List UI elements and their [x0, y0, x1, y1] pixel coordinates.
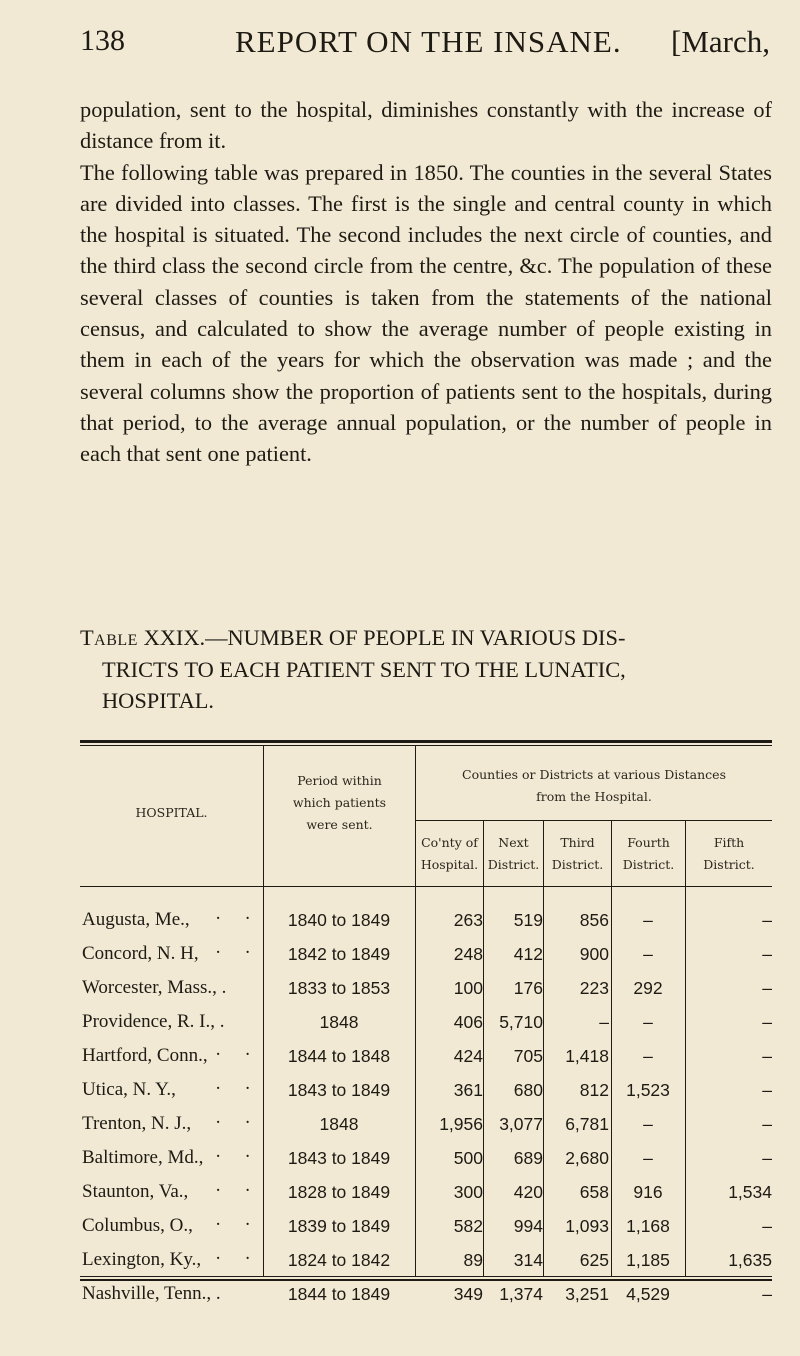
- district-value: 680: [513, 1080, 543, 1100]
- value-cell: [417, 1209, 483, 1243]
- table-row: [80, 1141, 772, 1175]
- table-top-rule-thin: [80, 745, 772, 746]
- value-cell: [686, 1107, 772, 1141]
- district-value: 263: [453, 910, 483, 930]
- district-value: 6,781: [565, 1114, 609, 1134]
- district-value: 89: [463, 1250, 483, 1270]
- value-cell: [612, 1209, 684, 1243]
- district-value: 1,523: [626, 1080, 670, 1100]
- value-cell: [484, 1073, 543, 1107]
- hospital-name: Utica, N. Y.,: [82, 1079, 176, 1100]
- value-cell: [612, 1073, 684, 1107]
- value-cell: [686, 903, 772, 937]
- table-title: [80, 622, 772, 717]
- district-value: 1,168: [626, 1216, 670, 1236]
- header-bottom-rule: [80, 886, 772, 887]
- value-cell: [417, 937, 483, 971]
- district-value: –: [643, 1046, 653, 1066]
- district-value: 1,374: [499, 1284, 543, 1304]
- district-value: –: [599, 1012, 609, 1032]
- district-value: 900: [579, 944, 609, 964]
- value-cell: [612, 1277, 684, 1311]
- table-row: [80, 1073, 772, 1107]
- value-cell: [612, 971, 684, 1005]
- table-row: [80, 1209, 772, 1243]
- running-header: [80, 22, 770, 66]
- header-month: [March,: [671, 24, 770, 59]
- value-cell: [686, 1141, 772, 1175]
- district-value: 658: [579, 1182, 609, 1202]
- hospital-name: Providence, R. I., .: [82, 1011, 225, 1032]
- table-title-line-3: HOSPITAL.: [102, 688, 215, 713]
- district-value: –: [762, 1114, 772, 1134]
- district-value: 300: [453, 1182, 483, 1202]
- table-bottom-rule-thin: [80, 1276, 772, 1277]
- table-row: [80, 1175, 772, 1209]
- data-table: [80, 740, 772, 1312]
- district-value: 856: [579, 910, 609, 930]
- district-value: 406: [453, 1012, 483, 1032]
- district-value: –: [762, 1284, 772, 1304]
- table-row: [80, 1243, 772, 1277]
- period-cell: 1844 to 1848: [287, 1046, 391, 1066]
- table-row: [80, 903, 772, 937]
- district-value: –: [643, 1114, 653, 1134]
- leader-dots: . .: [215, 1073, 260, 1094]
- district-value: 916: [633, 1182, 663, 1202]
- district-value: –: [762, 1046, 772, 1066]
- period-cell: 1842 to 1849: [287, 944, 391, 964]
- leader-dots: . .: [215, 1039, 260, 1060]
- value-cell: [484, 1141, 543, 1175]
- table-row: [80, 1005, 772, 1039]
- value-cell: [417, 1141, 483, 1175]
- leader-dots: . .: [215, 1141, 260, 1162]
- value-cell: [612, 937, 684, 971]
- district-value: –: [643, 944, 653, 964]
- table-row: [80, 1277, 772, 1311]
- table-label: Table: [80, 625, 138, 650]
- value-cell: [612, 1039, 684, 1073]
- value-cell: [686, 1277, 772, 1311]
- value-cell: [484, 1005, 543, 1039]
- value-cell: [544, 1141, 609, 1175]
- hospital-name: Lexington, Ky.,: [82, 1249, 202, 1270]
- table-row: [80, 1039, 772, 1073]
- table-row: [80, 1107, 772, 1141]
- district-value: –: [643, 910, 653, 930]
- value-cell: [612, 1243, 684, 1277]
- table-title-line-2: TRICTS TO EACH PATIENT SENT TO THE LUNATIC,: [102, 656, 626, 682]
- leader-dots: . .: [215, 1243, 260, 1264]
- district-value: 420: [513, 1182, 543, 1202]
- district-value: 689: [513, 1148, 543, 1168]
- district-value: 705: [513, 1046, 543, 1066]
- period-cell: 1833 to 1853: [287, 978, 391, 998]
- value-cell: [544, 1073, 609, 1107]
- value-cell: [686, 1243, 772, 1277]
- district-value: 3,077: [499, 1114, 543, 1134]
- value-cell: [484, 903, 543, 937]
- value-cell: [686, 937, 772, 971]
- district-value: –: [643, 1148, 653, 1168]
- value-cell: [612, 1141, 684, 1175]
- header-fifth-district: Fifth District.: [703, 835, 755, 872]
- district-value: 812: [579, 1080, 609, 1100]
- value-cell: [686, 971, 772, 1005]
- leader-dots: . .: [215, 903, 260, 924]
- hospital-name: Hartford, Conn.,: [82, 1045, 208, 1066]
- value-cell: [612, 1107, 684, 1141]
- body-text: [80, 94, 772, 470]
- period-cell: 1828 to 1849: [287, 1182, 391, 1202]
- value-cell: [484, 1039, 543, 1073]
- hospital-name: Columbus, O.,: [82, 1215, 193, 1236]
- hospital-name: Trenton, N. J.,: [82, 1113, 192, 1134]
- district-value: –: [762, 910, 772, 930]
- value-cell: [612, 1005, 684, 1039]
- table-row: [80, 937, 772, 971]
- district-value: –: [762, 1080, 772, 1100]
- value-cell: [484, 1209, 543, 1243]
- district-value: 625: [579, 1250, 609, 1270]
- value-cell: [417, 1005, 483, 1039]
- value-cell: [417, 903, 483, 937]
- district-value: –: [643, 1012, 653, 1032]
- district-value: 361: [453, 1080, 483, 1100]
- district-value: 519: [513, 910, 543, 930]
- district-value: 500: [453, 1148, 483, 1168]
- leader-dots: . .: [215, 1107, 260, 1128]
- district-value: 349: [453, 1284, 483, 1304]
- district-value: 3,251: [565, 1284, 609, 1304]
- district-value: 1,418: [565, 1046, 609, 1066]
- hospital-name: Baltimore, Md.,: [82, 1147, 204, 1168]
- period-cell: 1848: [319, 1114, 359, 1134]
- running-title: REPORT ON THE INSANE.: [235, 24, 622, 59]
- value-cell: [417, 1175, 483, 1209]
- header-group: Counties or Districts at various Distances from the Hospital.: [462, 767, 726, 804]
- district-value: 292: [633, 978, 663, 998]
- table-title-line-1: Table XXIX.—NUMBER OF PEOPLE IN VARIOUS DIS-: [80, 625, 626, 650]
- district-value: 248: [453, 944, 483, 964]
- header-county-of-hospital: Co'nty of Hospital.: [420, 835, 479, 872]
- district-value: –: [762, 944, 772, 964]
- value-cell: [544, 1175, 609, 1209]
- group-header-rule: [415, 820, 772, 821]
- period-cell: 1843 to 1849: [287, 1148, 391, 1168]
- period-cell: 1824 to 1842: [287, 1250, 391, 1270]
- period-cell: 1839 to 1849: [287, 1216, 391, 1236]
- value-cell: [484, 971, 543, 1005]
- district-value: –: [762, 978, 772, 998]
- value-cell: [484, 1107, 543, 1141]
- hospital-name: Concord, N. H,: [82, 943, 199, 964]
- district-value: 223: [579, 978, 609, 998]
- table-row: [80, 971, 772, 1005]
- district-value: 1,635: [728, 1250, 772, 1270]
- value-cell: [417, 971, 483, 1005]
- value-cell: [686, 1073, 772, 1107]
- header-hospital: HOSPITAL.: [135, 805, 208, 820]
- period-cell: 1840 to 1849: [287, 910, 391, 930]
- value-cell: [544, 937, 609, 971]
- value-cell: [484, 1277, 543, 1311]
- paragraph-2: The following table was prepared in 1850. The counties in the several States are divided into classes. The first is the single and central county in which the hospital is situated. The second includes the next circle of counties, and the third class the second circle from the centre, &c. The population of these several classes of counties is taken from the statements of the national census, and calculated to show the average number of people existing in them in each of the years for which the observation was made ; and the several columns show the proportion of patients sent to the hospitals, during that period, to the average annual population, or the number of people in each that sent one patient.: [80, 159, 772, 467]
- value-cell: [417, 1073, 483, 1107]
- district-value: 1,185: [626, 1250, 670, 1270]
- district-value: –: [762, 1148, 772, 1168]
- leader-dots: . .: [215, 1209, 260, 1230]
- value-cell: [484, 1243, 543, 1277]
- district-value: 100: [453, 978, 483, 998]
- district-value: –: [762, 1216, 772, 1236]
- header-third-district: Third District.: [551, 835, 604, 872]
- district-value: 2,680: [565, 1148, 609, 1168]
- value-cell: [417, 1243, 483, 1277]
- district-value: –: [762, 1012, 772, 1032]
- value-cell: [484, 1175, 543, 1209]
- value-cell: [544, 903, 609, 937]
- table-bottom-rule: [80, 1279, 772, 1281]
- page-number: 138: [80, 24, 125, 57]
- value-cell: [612, 1175, 684, 1209]
- value-cell: [417, 1039, 483, 1073]
- district-value: 412: [513, 944, 543, 964]
- value-cell: [544, 1005, 609, 1039]
- value-cell: [544, 1107, 609, 1141]
- value-cell: [686, 1209, 772, 1243]
- period-cell: 1848: [319, 1012, 359, 1032]
- value-cell: [686, 1005, 772, 1039]
- value-cell: [417, 1107, 483, 1141]
- value-cell: [484, 937, 543, 971]
- district-value: 994: [513, 1216, 543, 1236]
- value-cell: [417, 1277, 483, 1311]
- district-value: 314: [513, 1250, 543, 1270]
- district-value: 5,710: [499, 1012, 543, 1032]
- header-fourth-district: Fourth District.: [622, 835, 675, 872]
- hospital-name: Staunton, Va.,: [82, 1181, 189, 1202]
- value-cell: [544, 1039, 609, 1073]
- district-value: 582: [453, 1216, 483, 1236]
- value-cell: [686, 1175, 772, 1209]
- hospital-name: Nashville, Tenn., .: [82, 1283, 221, 1304]
- district-value: 1,534: [728, 1182, 772, 1202]
- period-cell: 1843 to 1849: [287, 1080, 391, 1100]
- hospital-name: Augusta, Me.,: [82, 909, 190, 930]
- paragraph-1: population, sent to the hospital, diminishes constantly with the increase of distance from it.: [80, 97, 772, 154]
- leader-dots: . .: [215, 937, 260, 958]
- value-cell: [544, 1209, 609, 1243]
- district-value: 1,093: [565, 1216, 609, 1236]
- value-cell: [544, 1277, 609, 1311]
- hospital-name: Worcester, Mass., .: [82, 977, 227, 998]
- period-cell: 1844 to 1849: [287, 1284, 391, 1304]
- district-value: 4,529: [626, 1284, 670, 1304]
- leader-dots: . .: [215, 1175, 260, 1196]
- district-value: 424: [453, 1046, 483, 1066]
- value-cell: [686, 1039, 772, 1073]
- value-cell: [544, 971, 609, 1005]
- value-cell: [544, 1243, 609, 1277]
- value-cell: [612, 903, 684, 937]
- table-top-rule: [80, 740, 772, 743]
- header-next-district: Next District.: [487, 835, 540, 872]
- district-value: 1,956: [439, 1114, 483, 1134]
- district-value: 176: [513, 978, 543, 998]
- header-period: Period within which patients were sent.: [292, 773, 387, 832]
